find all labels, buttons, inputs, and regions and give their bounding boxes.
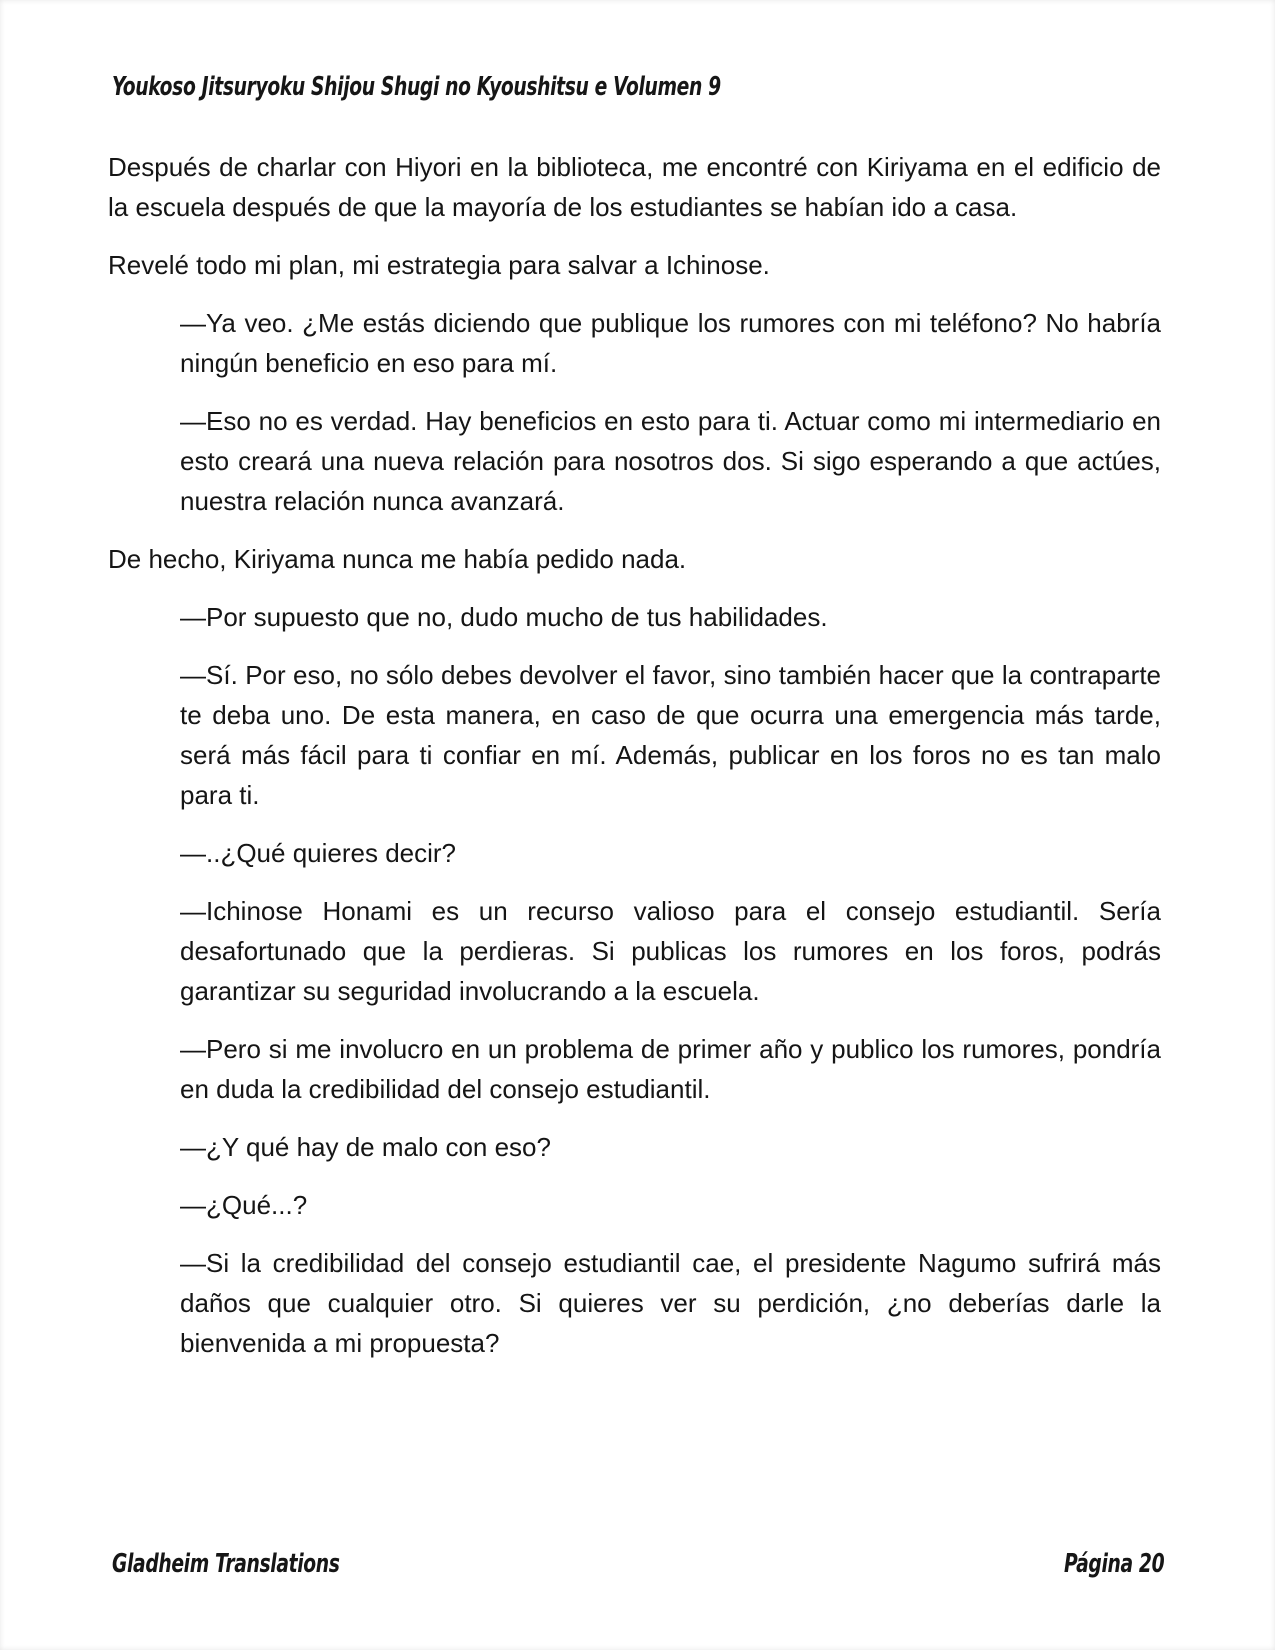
dialogue-paragraph: —Pero si me involucro en un problema de primer año y publico los rumores, pondría en duda la credibilidad del consejo estudiantil. [180,1034,1161,1104]
page-number: Página 20 [1063,1549,1164,1579]
translator-credit: Gladheim Translations [112,1549,340,1579]
dialogue-paragraph: —Por supuesto que no, dudo mucho de tus habilidades. [180,602,828,632]
dialogue-paragraph: —Sí. Por eso, no sólo debes devolver el favor, sino también hacer que la contraparte te deba uno. De esta manera, en caso de que ocurra una emergencia más tarde, será más fácil para ti confiar en mí. Además, publicar en los foros no es tan malo para ti. [180,660,1161,810]
paragraph: De hecho, Kiriyama nunca me había pedido nada. [108,544,687,574]
dialogue-paragraph: —¿Qué...? [180,1190,308,1220]
dialogue-paragraph: —Ya veo. ¿Me estás diciendo que publique los rumores con mi teléfono? No habría ningún beneficio en eso para mí. [180,308,1161,378]
page-header [112,72,957,102]
dialogue-paragraph: —Ichinose Honami es un recurso valioso para el consejo estudiantil. Sería desafortunado que la perdieras. Si publicas los rumores en los foros, podrás garantizar su seguridad involucrando a la escuela. [180,896,1161,1006]
dialogue-paragraph: —..¿Qué quieres decir? [180,838,457,868]
dialogue-paragraph: —Si la credibilidad del consejo estudiantil cae, el presidente Nagumo sufrirá más daños que cualquier otro. Si quieres ver su perdición, ¿no deberías darle la bienvenida a mi propuesta? [180,1248,1161,1358]
dialogue-paragraph: —¿Y qué hay de malo con eso? [180,1132,551,1162]
paragraph: Revelé todo mi plan, mi estrategia para salvar a Ichinose. [108,250,770,280]
volume-title: Youkoso Jitsuryoku Shijou Shugi no Kyoushitsu e Volumen 9 [112,72,721,102]
page-footer [112,1549,1164,1579]
paragraph: Después de charlar con Hiyori en la biblioteca, me encontré con Kiriyama en el edificio de la escuela después de que la mayoría de los estudiantes se habían ido a casa. [108,152,1161,222]
dialogue-paragraph: —Eso no es verdad. Hay beneficios en esto para ti. Actuar como mi intermediario en esto creará una nueva relación para nosotros dos. Si sigo esperando a que actúes, nuestra relación nunca avanzará. [180,406,1161,516]
page-body [108,147,1161,1381]
